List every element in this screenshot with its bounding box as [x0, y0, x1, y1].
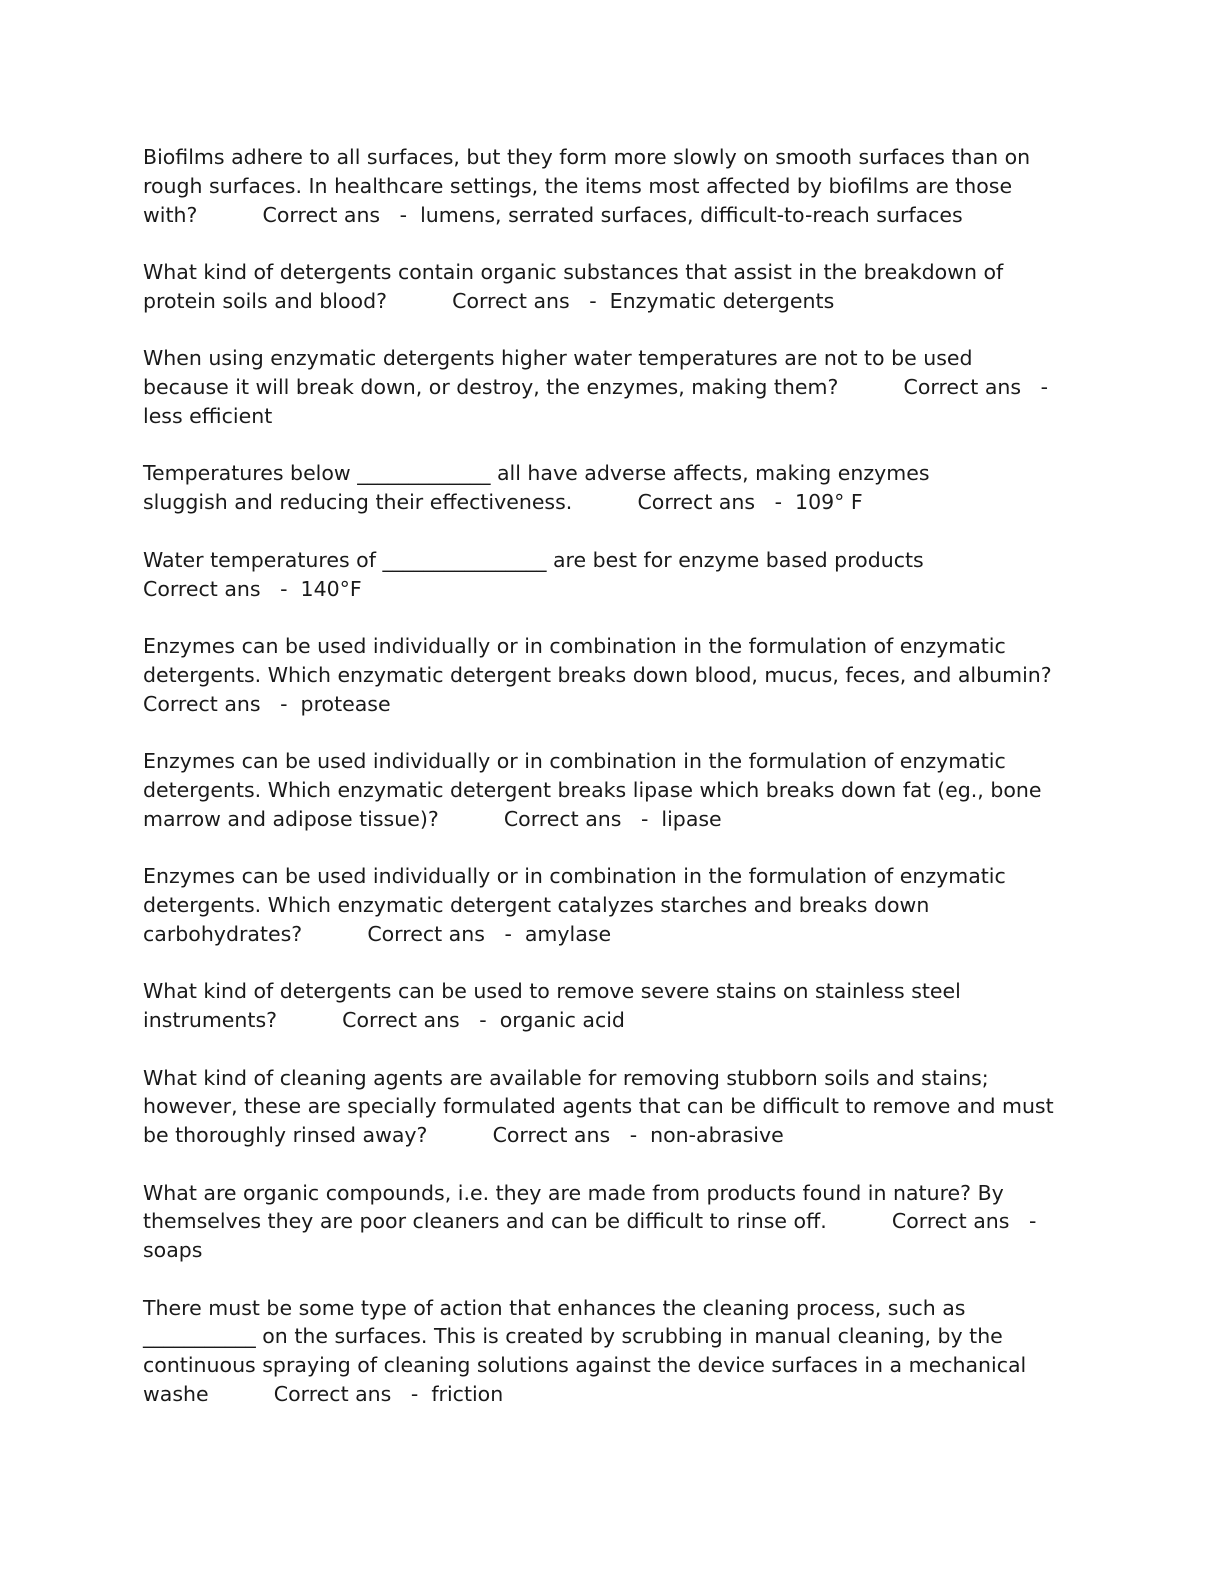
qa-item	[143, 459, 1083, 517]
qa-item	[143, 1179, 1083, 1265]
qa-line: be thoroughly rinsed away? Correct ans - non-abrasive	[143, 1123, 784, 1148]
qa-line: Biofilms adhere to all surfaces, but they form more slowly on smooth surfaces than on	[143, 145, 1031, 169]
qa-line: themselves they are poor cleaners and can be difficult to rinse off. Correct ans -	[143, 1209, 1037, 1234]
qa-item	[143, 632, 1083, 718]
qa-text	[143, 459, 1083, 517]
qa-line: There must be some type of action that enhances the cleaning process, such as	[143, 1295, 966, 1320]
qa-item	[143, 344, 1083, 430]
qa-line: detergents. Which enzymatic detergent breaks down blood, mucus, feces, and albumin?	[143, 662, 1052, 687]
qa-text	[143, 1179, 1083, 1265]
qa-line: marrow and adipose tissue)? Correct ans - lipase	[143, 806, 722, 831]
qa-item	[143, 747, 1083, 833]
qa-line: less efficient	[143, 403, 273, 428]
qa-line: ___________ on the surfaces. This is created by scrubbing in manual cleaning, by the	[143, 1324, 1003, 1349]
qa-line: rough surfaces. In healthcare settings, the items most affected by biofilms are those	[143, 173, 1013, 198]
qa-text	[143, 862, 1083, 948]
qa-item	[143, 546, 1083, 604]
qa-line: What are organic compounds, i.e. they are made from products found in nature? By	[143, 1180, 1004, 1205]
qa-line: with? Correct ans - lumens, serrated surfaces, difficult-to-reach surfaces	[143, 202, 963, 227]
qa-text	[143, 1064, 1083, 1150]
qa-line: however, these are specially formulated agents that can be difficult to remove and must	[143, 1094, 1054, 1119]
qa-line: instruments? Correct ans - organic acid	[143, 1008, 625, 1033]
qa-line: sluggish and reducing their effectiveness. Correct ans - 109° F	[143, 490, 863, 515]
qa-text	[143, 747, 1083, 833]
qa-text	[143, 258, 1083, 316]
qa-item	[143, 977, 1083, 1035]
qa-text	[143, 143, 1083, 229]
qa-item	[143, 1294, 1083, 1409]
qa-text	[143, 977, 1083, 1035]
qa-text	[143, 546, 1083, 604]
qa-line: continuous spraying of cleaning solutions against the device surfaces in a mechanical	[143, 1353, 1027, 1378]
qa-line: detergents. Which enzymatic detergent catalyzes starches and breaks down	[143, 892, 930, 917]
qa-item	[143, 143, 1083, 229]
qa-line: soaps	[143, 1238, 203, 1263]
qa-item	[143, 258, 1083, 316]
qa-line: What kind of detergents contain organic substances that assist in the breakdown of	[143, 260, 1004, 285]
qa-line: carbohydrates? Correct ans - amylase	[143, 921, 612, 946]
qa-line: Enzymes can be used individually or in combination in the formulation of enzymatic	[143, 864, 1006, 889]
qa-line: Correct ans - 140°F	[143, 576, 362, 601]
qa-line: Water temperatures of ________________ are best for enzyme based products	[143, 547, 924, 572]
qa-text	[143, 1294, 1083, 1409]
qa-line: What kind of detergents can be used to remove severe stains on stainless steel	[143, 979, 961, 1004]
qa-line: When using enzymatic detergents higher water temperatures are not to be used	[143, 346, 973, 371]
qa-item	[143, 862, 1083, 948]
qa-line: detergents. Which enzymatic detergent breaks lipase which breaks down fat (eg., bone	[143, 777, 1042, 802]
qa-line: Enzymes can be used individually or in combination in the formulation of enzymatic	[143, 634, 1006, 658]
qa-line: What kind of cleaning agents are available for removing stubborn soils and stains;	[143, 1065, 989, 1090]
qa-line: Correct ans - protease	[143, 691, 391, 716]
qa-line: washe Correct ans - friction	[143, 1382, 504, 1407]
qa-text	[143, 632, 1083, 718]
qa-line: Enzymes can be used individually or in combination in the formulation of enzymatic	[143, 749, 1006, 774]
document-page	[143, 143, 1083, 1438]
qa-text	[143, 344, 1083, 430]
qa-line: protein soils and blood? Correct ans - Enzymatic detergents	[143, 288, 835, 313]
qa-item	[143, 1064, 1083, 1150]
qa-line: because it will break down, or destroy, the enzymes, making them? Correct ans -	[143, 375, 1049, 400]
qa-line: Temperatures below _____________ all have adverse affects, making enzymes	[143, 461, 930, 486]
